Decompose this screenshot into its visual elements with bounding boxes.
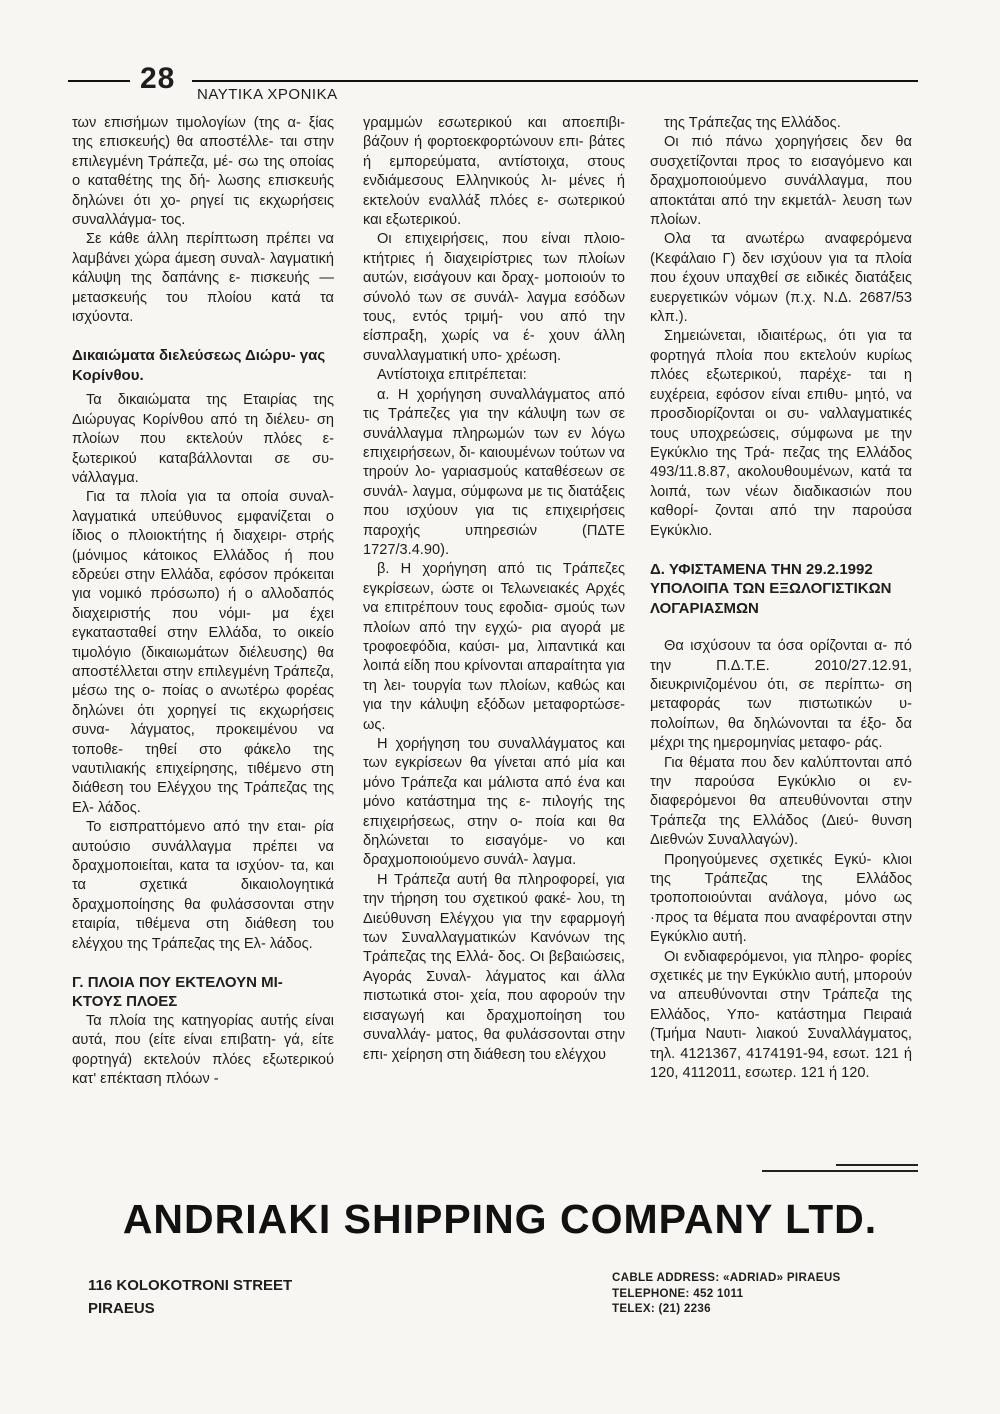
advert-telex: TELEX: (21) 2236 bbox=[612, 1302, 711, 1315]
paragraph: Σημειώνεται, ιδιαιτέρως, ότι για τα φορτηγά πλοία που εκτελούν κυρίως πλόες εξωτερικού, παρέχε- ται η ευχέρεια, εφόσον είναι επιθυ- μητό, να προσδιορίζονται οι συ- ναλλαγματικές τους υποχρεώσεις, σύμφωνα με την Εγκύκλιο της Τρά- πεζας της Ελλάδος 493/11.8.87, ακολουθουμένων, κατά τα λοιπά, των νέων διαδικασιών που καθορί- ζονται από την παρούσα Εγκύκλιο. bbox=[650, 328, 912, 539]
magazine-title: ΝΑΥΤΙΚΑ ΧΡΟΝΙΚΑ bbox=[197, 86, 338, 103]
end-rule bbox=[836, 1164, 918, 1166]
advert-company-name: ANDRIAKI SHIPPING COMPANY LTD. bbox=[122, 1196, 878, 1242]
end-rule bbox=[762, 1170, 918, 1172]
paragraph: Η Τράπεζα αυτή θα πληροφορεί, για την τήρηση του σχετικού φακέ- λου, τη Διεύθυνση Ελέγχου για την εφαρμογή των Συναλλαγματικών Κανόνων της Τράπεζας της Ελλά- δος. Οι βεβαιώσεις, Αγοράς Συναλ- λάγματος και άλλα πιστωτικά στοι- χεία, που αφορούν την εισαγωγή και δραχμοποίηση του συναλλάγ- ματος, θα φυλάσσονται στην επι- χείρηση στη διάθεση του ελέγχου bbox=[363, 871, 625, 1063]
paragraph: Για τα πλοία για τα οποία συναλ- λαγματικά υπεύθυνος εμφανίζεται ο ίδιος ο πλοιοκτήτης ή διαχειρι- στρής (μόνιμος κάτοικος Ελλάδος ή που εδρεύει στην Ελλάδα, εφόσον πρόκειται για νομικό πρόσωπο) ή ο αλλοδαπός διαχειριστής που νόμι- μα έχει εγκατασταθεί στην Ελλάδα, το οικείο τιμολόγιο (δικαιωμάτων διέλευσης) θα αποστέλλεται στην επιλεγμένη Τράπεζα, μέσω της ο- ποίας ο ανωτέρω φορέας δηλώνει ότι χορηγεί τις εκχωρήσεις συνα- λάγματος, προκειμένου να τοποθε- τηθεί στο φάκελο της ναυτιλιακής επιχείρησης, τιθέμενο στη διάθεση του Ελέγχου της Τράπεζας της Ελ- λάδος. bbox=[72, 489, 334, 816]
paragraph: της Τράπεζας της Ελλάδος. bbox=[664, 115, 841, 131]
section-heading: Δικαιώματα διελεύσεως Διώρυ- γας Κορίνθου. bbox=[72, 347, 326, 384]
section-heading: Γ. ΠΛΟΙΑ ΠΟΥ ΕΚΤΕΛΟΥΝ ΜΙ- ΚΤΟΥΣ ΠΛΟΕΣ bbox=[72, 974, 283, 1011]
paragraph: Τα πλοία της κατηγορίας αυτής είναι αυτά, που (είτε είναι επιβατη- γά, είτε φορτηγά) εκτελούν πλόες εξωτερικού κατ' επέκταση πλόων - bbox=[72, 1012, 334, 1088]
section-heading: Δ. ΥΦΙΣΤΑΜΕΝΑ ΤΗΝ 29.2.1992 ΥΠΟΛΟΙΠΑ ΤΩΝ ΕΞΩΛΟΓΙΣΤΙΚΩΝ ΛΟΓΑΡΙΑΣΜΩΝ bbox=[650, 560, 892, 617]
paragraph: Θα ισχύσουν τα όσα ορίζονται α- πό την Π.Δ.Τ.Ε. 2010/27.12.91, διευκρινιζομένου ότι, σε περίπτω- ση μεταφοράς των πιστωτικών υ- πολοίπων, θα δηλώνονται τα έξο- δα μέχρι της ημερομηνίας μεταφο- ράς. bbox=[650, 638, 912, 752]
advert-telephone: TELEPHONE: 452 1011 bbox=[612, 1286, 744, 1300]
paragraph: Ολα τα ανωτέρω αναφερόμενα (Κεφάλαιο Γ) δεν ισχύουν για τα πλοία που έχουν υπαχθεί σε ειδικές διατάξεις ευεργετικών νόμων (π.χ. Ν.Δ. 2687/53 κλπ.). bbox=[650, 231, 912, 326]
paragraph: Τα δικαιώματα της Εταιρίας της Διώρυγας Κορίνθου από τη διέλευ- ση πλοίων που εκτελούν πλόες ε- ξωτερικού καταβάλλονται σε συ- νάλλαγμα. bbox=[72, 392, 334, 486]
advert-street: 116 KOLOKOTRONI STREET bbox=[88, 1277, 293, 1294]
paragraph: Η χορήγηση του συναλλάγματος και των εγκρίσεων θα γίνεται από μία και μόνο Τράπεζα και μάλιστα από ένα και μόνο κατάστημα της ε- πιλογής της επιχειρήσεως, στην ο- ποία και θα δηλώνεται το εισαγόμε- νο και δραχμοποιούμενο συνάλ- λαγμα. bbox=[363, 736, 625, 869]
advert-contact bbox=[612, 1270, 841, 1317]
text-column-3 bbox=[650, 114, 912, 1084]
paragraph: Οι ενδιαφερόμενοι, για πληρο- φορίες σχετικές με την Εγκύκλιο αυτή, μπορούν να απευθύνονται στην Τράπεζα της Ελλάδος, Υπο- κατάστημα Πειραιά (Τμήμα Ναυτι- λιακού Συναλλάγματος, τηλ. 4121367, 4174191-94, εσωτ. 121 ή 120, 4112011, εσωτερ. 121 ή 120. bbox=[650, 948, 912, 1082]
paragraph: Προηγούμενες σχετικές Εγκύ- κλιοι της Τράπεζας της Ελλάδος τροποποιούνται ανάλογα, μόνο ως ·προς τα θέματα που αναφέρονται στην Εγκύκλιο αυτή. bbox=[650, 851, 912, 946]
paragraph: των επισήμων τιμολογίων (της α- ξίας της επισκευής) θα αποστέλλε- ται στην επιλεγμένη Τράπεζα, μέ- σω της οποίας ο καταθέτης της δή- λωσης επισκευής δηλώνει ότι χο- ρηγεί τις εκχωρήσεις συναλλάγμα- τος. bbox=[72, 115, 334, 229]
paragraph: Σε κάθε άλλη περίπτωση πρέπει να λαμβάνει χώρα άμεση συναλ- λαγματική κάλυψη της δαπάνης ε- πισκευής — μετασκευής του πλοίου κατά τα ισχύοντα. bbox=[72, 231, 334, 326]
paragraph: γραμμών εσωτερικού και αποεπιβι- βάζουν ή φορτοεκφορτώνουν επι- βάτες ή εμπορεύματα, αντίστοιχα, στους ενδιάμεσους Ελληνικούς λι- μένες ή εκτελούν εναλλάξ πλόες ε- σωτερικού και εξωτερικού. bbox=[363, 115, 625, 229]
text-column-1 bbox=[72, 114, 334, 1090]
page-number: 28 bbox=[140, 62, 176, 95]
header-rule-right bbox=[192, 80, 918, 82]
paragraph: Αντίστοιχα επιτρέπεται: bbox=[377, 367, 527, 384]
paragraph: α. Η χορήγηση συναλλάγματος από τις Τράπεζες για την κάλυψη των σε συνάλλαγμα πληρωμών των εν λόγω επιχειρήσεων, δι- καιουμένων τούτων να τηρούν λο- γαριασμούς καταθέσεων σε συνάλ- λαγμα, σύμφωνα με τις διατάξεις που ισχύουν για τις επιχειρήσεις παροχής υπηρεσιών (ΠΔΤΕ 1727/3.4.90). bbox=[363, 386, 625, 558]
paragraph: Οι επιχειρήσεις, που είναι πλοιο- κτήτριες ή διαχειρίστριες των πλοίων αυτών, εισάγουν και δραχ- μοποιούν το σύνολό των σε συνάλ- λαγμα εσόδων τους, εντός τριμή- νου από την είσπραξη, χωρίς να έ- χουν άλλη συναλλαγματική υπο- χρέωση. bbox=[363, 231, 625, 364]
paragraph: β. Η χορήγηση από τις Τράπεζες εγκρίσεων, ώστε οι Τελωνειακές Αρχές να επιτρέπουν τους εφοδια- σμούς των πλοίων από την εγχώ- ρια αγορά με τροφοεφόδια, καύσι- μα, λιπαντικά και λοιπά είδη που κρίνονται απαραίτητα για τη λει- τουργία των πλοίων, καθώς και για την κάλυψη εξόδων μεταφορτώσε- ως. bbox=[363, 561, 625, 733]
advert-city: PIRAEUS bbox=[88, 1300, 155, 1317]
advert-cable: CABLE ADDRESS: «ADRIAD» PIRAEUS bbox=[612, 1271, 841, 1284]
paragraph: Το εισπραττόμενο από την εται- ρία αυτούσιο συνάλλαγμα πρέπει να δραχμοποιείται, κατα τα ισχύον- τα, και τα σχετικά δικαιολογητικά δραχμοποίησης θα φυλάσσονται στην εταιρία, τιθέμενα στη διάθεση του ελέγχου της Τράπεζας της Ελ- λάδος. bbox=[72, 819, 334, 952]
advert-address bbox=[88, 1274, 292, 1320]
header-rule-left bbox=[68, 80, 130, 82]
paragraph: Οι πιό πάνω χορηγήσεις δεν θα συσχετίζονται προς το εισαγόμενο και δραχμοποιούμενο συνάλλαγμα, που αποκτάται από την εκμετάλ- λευση των πλοίων. bbox=[650, 134, 912, 229]
text-column-2 bbox=[363, 114, 625, 1065]
paragraph: Για θέματα που δεν καλύπτονται από την παρούσα Εγκύκλιο οι εν- διαφερόμενοι θα απευθύνονται στην Τράπεζα της Ελλάδος (Διεύ- θυνση Διεθνών Συναλλαγών). bbox=[650, 754, 912, 849]
